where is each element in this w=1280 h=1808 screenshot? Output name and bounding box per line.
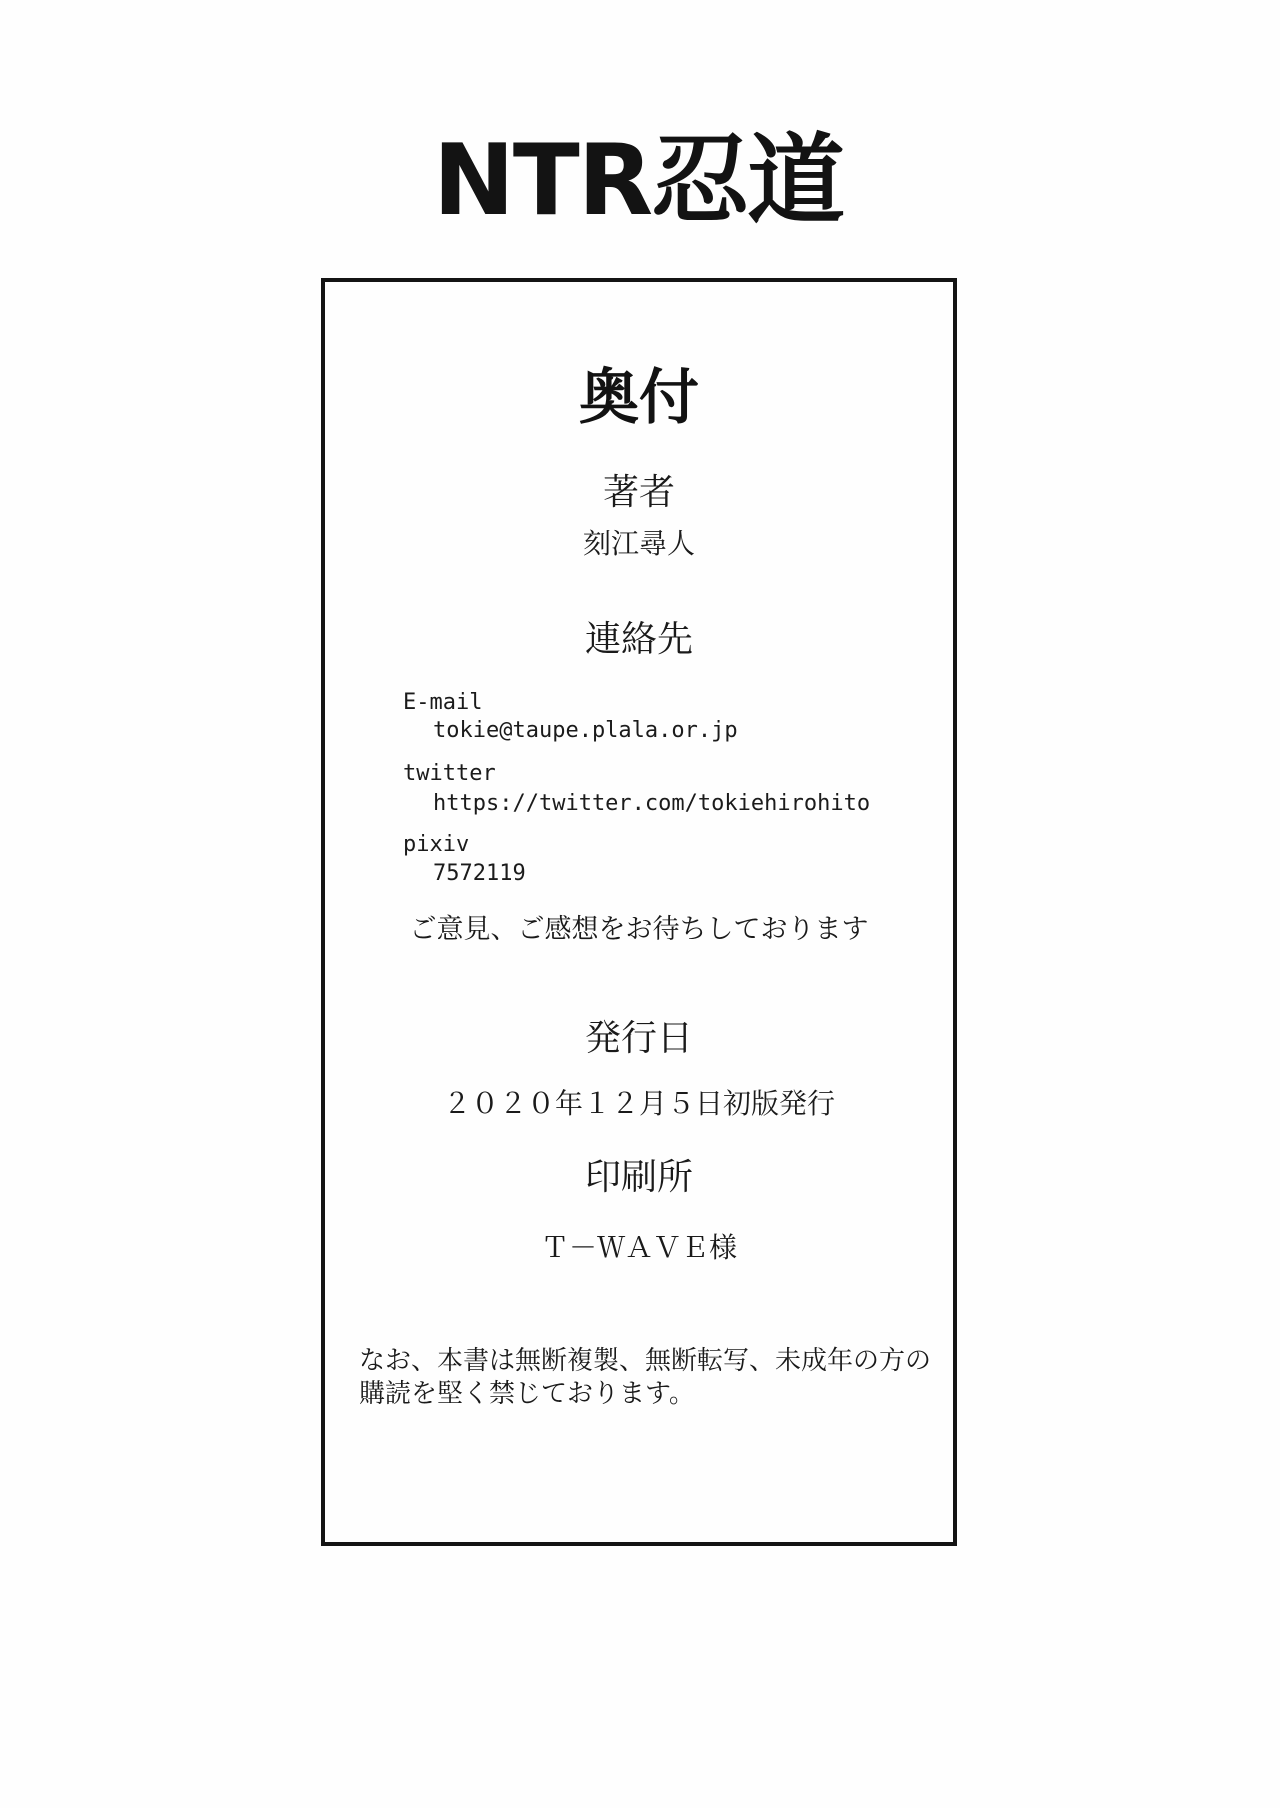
twitter-label: twitter <box>403 761 496 786</box>
reproduction-notice-line-2: 購読を堅く禁じております。 <box>359 1378 695 1409</box>
twitter-url: https://twitter.com/tokiehirohito <box>433 791 871 816</box>
colophon-heading: 奥付 <box>579 363 699 433</box>
reproduction-notice-line-1: なお、本書は無断複製、無断転写、未成年の方の <box>359 1346 932 1376</box>
publication-date-value: ２０２０年１２月５日初版発行 <box>442 1087 835 1120</box>
author-name: 刻江尋人 <box>582 527 695 560</box>
pixiv-id: 7572119 <box>433 861 526 886</box>
email-value: tokie@taupe.plala.or.jp <box>433 718 738 743</box>
feedback-message: ご意見、ご感想をお待ちしております <box>409 914 869 945</box>
pixiv-label: pixiv <box>403 832 470 857</box>
doujin-title: NTR忍道 <box>432 124 844 238</box>
colophon-box <box>321 278 957 1546</box>
printer-label: 印刷所 <box>584 1157 693 1198</box>
email-label: E-mail <box>403 690 483 715</box>
printer-name: Ｔ－ＷＡＶＥ様 <box>540 1231 737 1264</box>
contact-section-label: 連絡先 <box>584 619 693 660</box>
author-section-label: 著者 <box>602 472 675 513</box>
publication-date-label: 発行日 <box>584 1018 693 1059</box>
reproduction-notice <box>359 1345 939 1411</box>
